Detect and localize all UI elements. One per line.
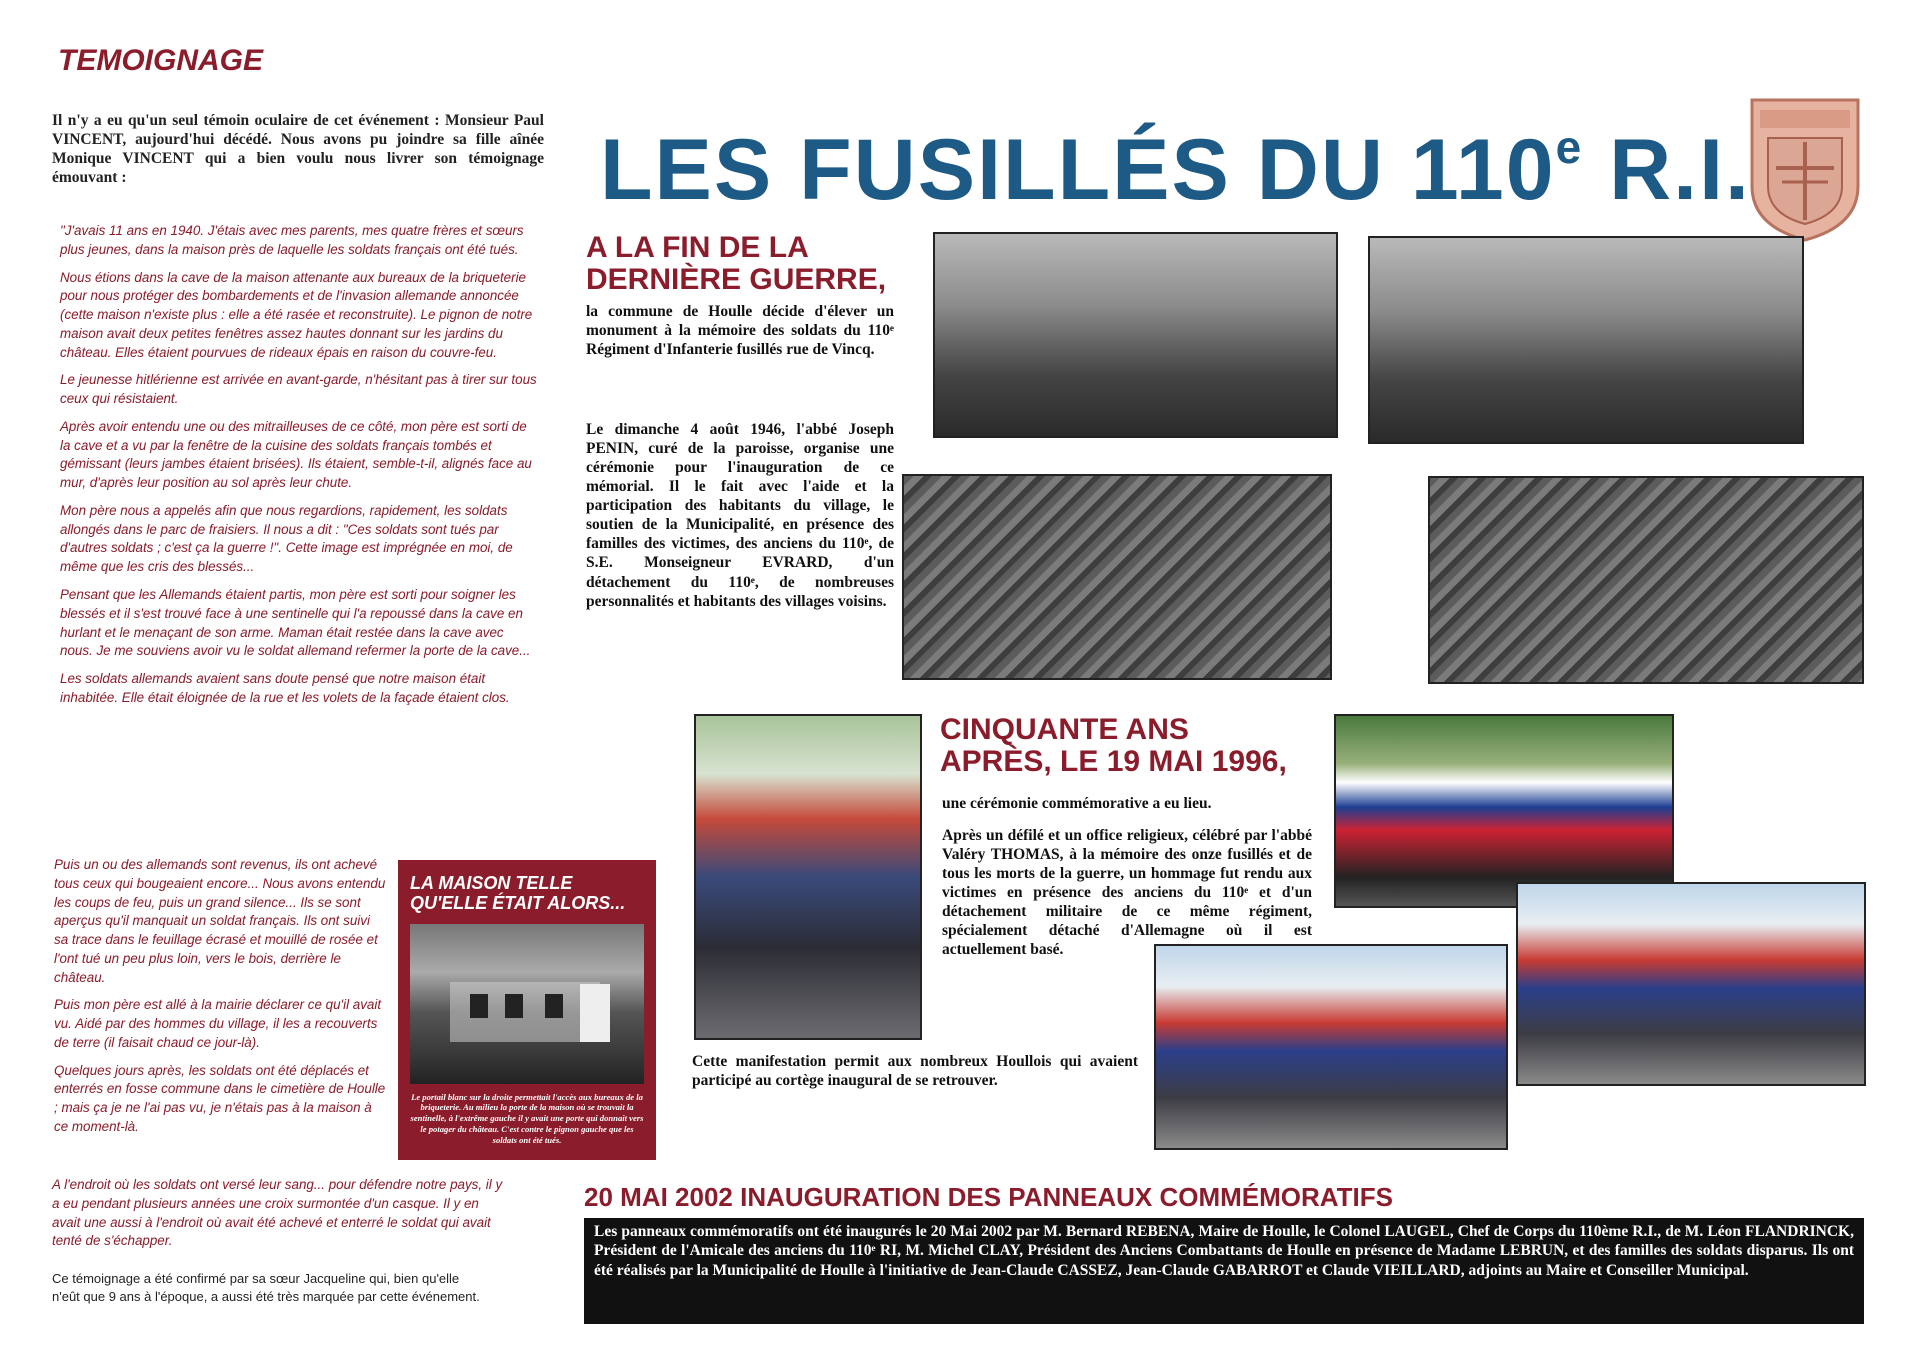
section2-title-line1: CINQUANTE ANS	[940, 713, 1189, 746]
temoignage-quotes-narrow	[54, 856, 386, 1146]
photo-flags-1996	[694, 714, 922, 1040]
temoignage-title: TEMOIGNAGE	[58, 44, 264, 77]
quote-paragraph: Quelques jours après, les soldats ont été déplacés et enterrés en fosse commune dans le cimetière de Houlle ; mais ça je ne l'ai pas vu, je n'étais pas à la maison à ce moment-là.	[54, 1062, 386, 1134]
coat-of-arms-icon	[1746, 94, 1864, 244]
main-title	[600, 121, 1751, 218]
temoignage-quotes-end	[52, 1176, 507, 1260]
quote-paragraph: Puis un ou des allemands sont revenus, ils ont achevé tous ceux qui bougeaient encore... Nous avons entendu les coups de feu, puis un grand silence... Ils se sont aperçus qu'il manquait un soldat français. Ils ont suivi sa trace dans le feuillage écrasé et mouillé de rosée et l'ont tué un peu plus loin, vers le bois, derrière le château.	[54, 857, 386, 985]
photo-wreath-1996	[1334, 714, 1674, 908]
maison-caption: Le portail blanc sur la droite permettait l'accès aux bureaux de la briqueterie. Au milieu la porte de la maison où se trouvait la sentinelle, à l'extrême gauche il y avait une porte qui donnait vers le potager du château. C'est contre le pignon gauche que les soldats ont été tués.	[410, 1091, 644, 1145]
quote-paragraph: Mon père nous a appelés afin que nous regardions, rapidement, les soldats allongés dans le parc de fraisiers. Il nous a dit : "Ces soldats sont tués par d'autres soldats ; c'est ça la guerre !". Cette image est imprégnée en moi, de même que les cris des blessés...	[60, 502, 513, 575]
section2-para2: Après un défilé et un office religieux, célébré par l'abbé Valéry THOMAS, à la mémoire des onze fusillés et de tous les morts de la guerre, un hommage fut rendu aux victimes en présence des anciens du 110ᵉ et d'un détachement militaire de ce même régiment, spécialement détaché d'Allemagne où il est actuellement basé.	[942, 827, 1312, 959]
maison-title-line2: QU'ELLE ÉTAIT ALORS...	[410, 892, 626, 913]
main-title-sup: e	[1555, 121, 1584, 173]
section2-title	[940, 714, 1287, 777]
section2-para1: une cérémonie commémorative a eu lieu.	[942, 795, 1212, 812]
photo-veterans-1996	[1516, 882, 1866, 1086]
section2-para3: Cette manifestation permit aux nombreux Houllois qui avaient participé au cortège inaugural de se retrouver.	[692, 1053, 1138, 1090]
section1-para2: Le dimanche 4 août 1946, l'abbé Joseph PENIN, curé de la paroisse, organise une cérémonie pour l'inauguration de ce mémorial. Il le fait avec l'aide et la participation des habitants du village, le soutien de la Municipalité, en présence des familles des victimes, des anciens du 110ᵉ, de S.E. Monseigneur EVRARD, d'un détachement du 110ᵉ, de nombreuses personnalités et habitants des villages voisins.	[586, 421, 894, 610]
quote-paragraph: Les soldats allemands avaient sans doute pensé que notre maison était inhabitée. Elle était éloignée de la rue et les volets de la façade étaient clos.	[60, 671, 510, 705]
quote-paragraph: Nous étions dans la cave de la maison attenante aux bureaux de la briqueterie pour nous protéger des bombardements et de l'invasion allemande annoncée (cette maison n'existe plus : elle a été rasée et reconstruite). Le pignon de notre maison avait deux petites fenêtres assez hautes donnant sur les jardins du château. Elles étaient pourvues de rideaux épais en raison du couvre-feu.	[60, 269, 533, 360]
maison-photo	[410, 924, 644, 1084]
quote-paragraph: Pensant que les Allemands étaient partis, mon père est sorti pour soigner les blessés et il s'est trouvé face à une sentinelle qui l'a repoussé dans la cave en hurlant et le menaçant de son arme. Maman était restée dans la cave avec nous. Je me souviens avoir vu le soldat allemand refermer la porte de la cave...	[60, 587, 531, 659]
maison-title	[410, 874, 644, 914]
quote-paragraph: Après avoir entendu une ou des mitrailleuses de ce côté, mon père est sorti de la cave et a vu par la fenêtre de la cuisine des soldats français tombés et gémissant (leurs jambes étaient brisées). Ils étaient, semble-t-il, alignés face au mur, d'après leur position au sol après leur chute.	[60, 418, 532, 491]
main-title-text: LES FUSILLÉS DU 110	[600, 122, 1556, 218]
quote-paragraph: Le jeunesse hitlérienne est arrivée en avant-garde, n'hésitant pas à tirer sur tous ceux qui résistaient.	[60, 372, 537, 407]
temoignage-footer: Ce témoignage a été confirmé par sa sœur Jacqueline qui, bien qu'elle n'eût que 9 ans à l'époque, a aussi été très marquée par cette événement.	[52, 1271, 480, 1304]
photo-clergy-1946	[1368, 236, 1804, 444]
section1-para1: la commune de Houlle décide d'élever un monument à la mémoire des soldats du 110ᵉ Régiment d'Infanterie fusillés rue de Vincq.	[586, 303, 894, 359]
maison-title-line1: LA MAISON TELLE	[410, 873, 573, 893]
photo-procession-1946	[902, 474, 1332, 680]
quote-paragraph: "J'avais 11 ans en 1940. J'étais avec mes parents, mes quatre frères et sœurs plus jeunes, dans la maison près de laquelle les soldats français ont été tués.	[60, 223, 524, 257]
photo-crowd-1946	[933, 232, 1338, 438]
section1-title-line1: A LA FIN DE LA	[586, 231, 809, 264]
maison-box	[398, 860, 656, 1160]
section1-title-line2: DERNIÈRE GUERRE,	[586, 262, 887, 296]
photo-soldiers-1946	[1428, 476, 1864, 684]
temoignage-quotes	[60, 222, 540, 717]
section3-banner: Les panneaux commémoratifs ont été inaugurés le 20 Mai 2002 par M. Bernard REBENA, Maire de Houlle, le Colonel LAUGEL, Chef de Corps du 110ème R.I., de M. Léon FLANDRINCK, Président de l'Amicale des anciens du 110ᵉ RI, M. Michel CLAY, Président des Anciens Combattants de Houlle en présence de Madame LEBRUN, et des familles des soldats disparus. Ils ont été réalisés par la Municipalité de Houlle à l'initiative de Jean-Claude CASSEZ, Jean-Claude GABARROT et Claude VIEILLARD, adjoints au Maire et Conseiller Municipal.	[584, 1218, 1864, 1324]
section3-title: 20 MAI 2002 INAUGURATION DES PANNEAUX COMMÉMORATIFS	[584, 1182, 1393, 1212]
temoignage-intro: Il n'y a eu qu'un seul témoin oculaire de cet événement : Monsieur Paul VINCENT, aujourd'hui décédé. Nous avons pu joindre sa fille aînée Monique VINCENT qui a bien voulu nous livrer son témoignage émouvant :	[52, 112, 544, 186]
section2-title-line2: APRÈS, LE 19 MAI 1996,	[940, 744, 1287, 778]
section1-title	[586, 232, 886, 295]
quote-paragraph: Puis mon père est allé à la mairie déclarer ce qu'il avait vu. Aidé par des hommes du village, il les a recouverts de terre (il faisait chaud ce jour-là).	[54, 997, 382, 1050]
main-title-end: R.I.	[1583, 122, 1751, 218]
quote-paragraph: A l'endroit où les soldats ont versé leur sang... pour défendre notre pays, il y a eu pendant plusieurs années une croix surmontée d'un casque. Il y en avait une aussi à l'endroit où avait été achevé et enterré le soldat qui avait tenté de s'échapper.	[52, 1177, 503, 1249]
photo-detachment-1996	[1154, 944, 1508, 1150]
